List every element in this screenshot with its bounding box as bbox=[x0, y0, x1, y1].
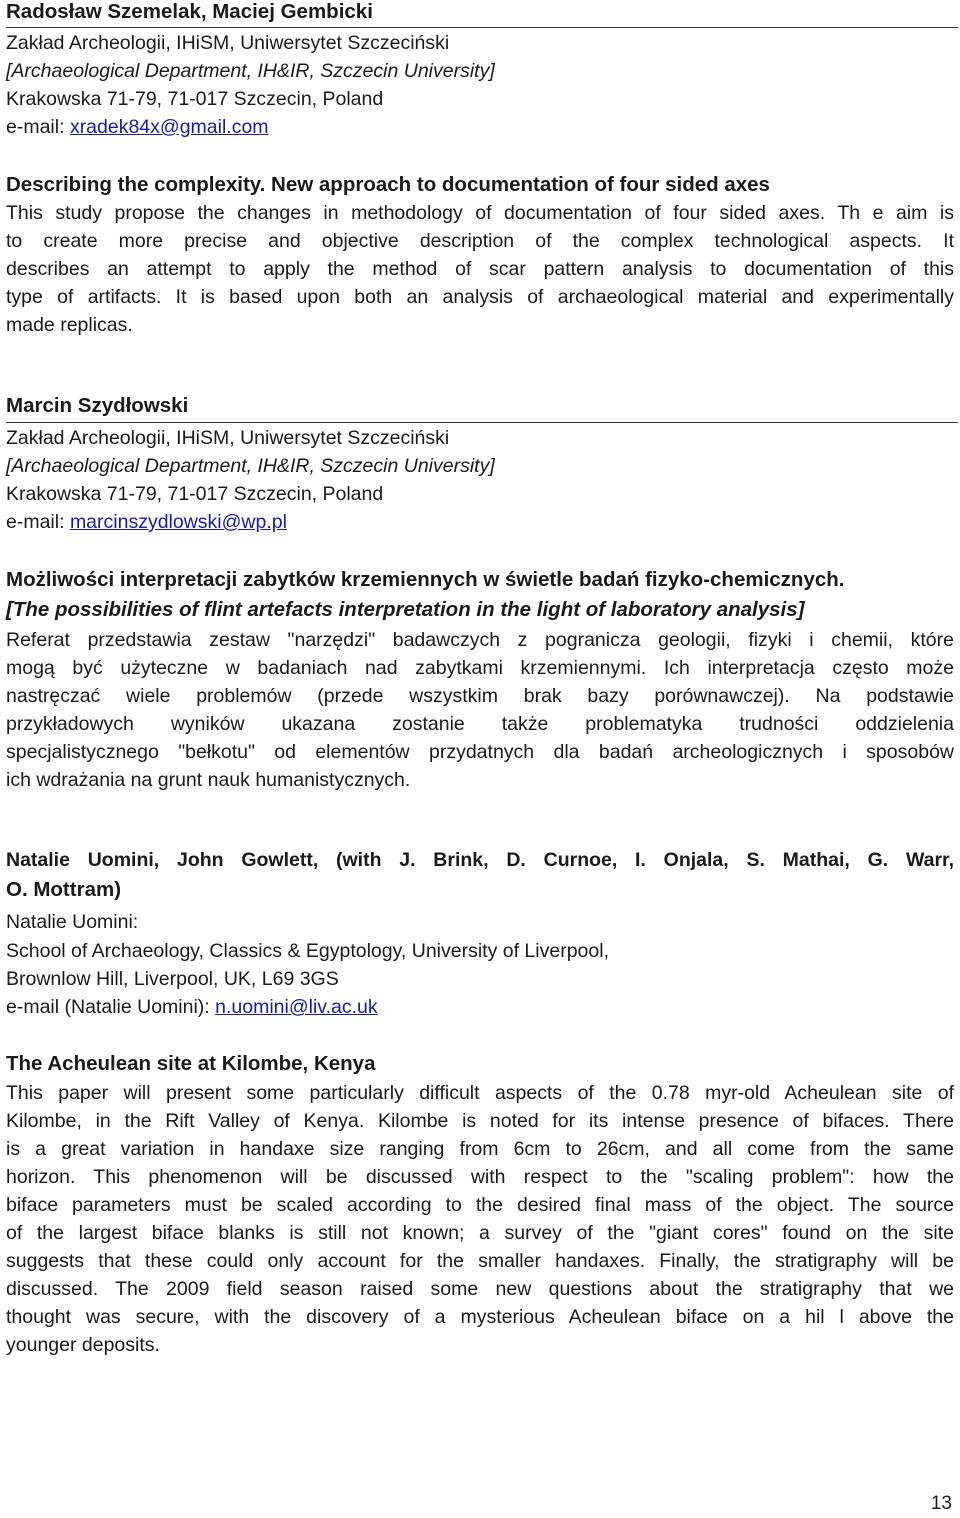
entry3-abstract-line: younger deposits. bbox=[6, 1334, 160, 1356]
entry3-email-line bbox=[6, 993, 378, 1021]
entry1-abstract-line: to create more precise and objective description of the complex technological aspects. It bbox=[6, 230, 954, 252]
entry1-affiliation: Zakład Archeologii, IHiSM, Uniwersytet Szczeciński bbox=[6, 32, 450, 54]
entry3-title: The Acheulean site at Kilombe, Kenya bbox=[6, 1052, 376, 1075]
entry2-address: Krakowska 71-79, 71-017 Szczecin, Poland bbox=[6, 483, 384, 505]
entry2-title: Możliwości interpretacji zabytków krzemiennych w świetle badań fizyko-chemicznych. bbox=[6, 568, 845, 591]
page-number: 13 bbox=[930, 1493, 952, 1514]
entry1-authors: Radosław Szemelak, Maciej Gembicki bbox=[6, 0, 373, 23]
entry3-abstract-line: discussed. The 2009 field season raised some new questions about the stratigraphy that we bbox=[6, 1278, 954, 1300]
entry2-divider bbox=[6, 422, 958, 423]
entry3-abstract-line: This paper will present some particularly difficult aspects of the 0.78 myr-old Acheulean site of bbox=[6, 1082, 954, 1104]
entry1-divider bbox=[6, 27, 958, 28]
entry3-address: Brownlow Hill, Liverpool, UK, L69 3GS bbox=[6, 968, 339, 990]
entry2-affiliation: Zakład Archeologii, IHiSM, Uniwersytet Szczeciński bbox=[6, 427, 450, 449]
entry3-abstract-line: is a great variation in handaxe size ranging from 6cm to 26cm, and all come from the same bbox=[6, 1138, 954, 1160]
entry3-email-link[interactable]: n.uomini@liv.ac.uk bbox=[215, 996, 378, 1018]
entry1-abstract-line: type of artifacts. It is based upon both an analysis of archaeological material and experimentally bbox=[6, 286, 954, 308]
entry1-address: Krakowska 71-79, 71-017 Szczecin, Poland bbox=[6, 88, 384, 110]
entry2-title-en: [The possibilities of flint artefacts interpretation in the light of laboratory analysis] bbox=[6, 598, 805, 621]
entry1-email-link[interactable]: xradek84x@gmail.com bbox=[69, 116, 269, 138]
entry1-affiliation-en: [Archaeological Department, IH&IR, Szczecin University] bbox=[6, 60, 495, 82]
entry3-email-label: e-mail (Natalie Uomini): bbox=[6, 996, 216, 1018]
entry2-authors: Marcin Szydłowski bbox=[6, 394, 189, 417]
entry2-abstract-line: specjalistycznego "bełkotu" od elementów przydatnych dla badań archeologicznych i sposobów bbox=[6, 741, 954, 763]
entry3-authors-line: Natalie Uomini, John Gowlett, (with J. Brink, D. Curnoe, I. Onjala, S. Mathai, G. Warr, bbox=[6, 849, 954, 871]
entry3-abstract-line: horizon. This phenomenon will be discussed with respect to the "scaling problem": how the bbox=[6, 1166, 954, 1188]
entry1-abstract-line: describes an attempt to apply the method of scar pattern analysis to documentation of this bbox=[6, 258, 954, 280]
entry3-abstract-line: of the largest biface blanks is still not known; a survey of the "giant cores" found on the site bbox=[6, 1222, 954, 1244]
entry2-abstract-line: nastręczać wiele problemów (przede wszystkim brak bazy porównawczej). Na podstawie bbox=[6, 685, 954, 707]
entry3-contact-name: Natalie Uomini: bbox=[6, 911, 139, 933]
entry2-email-line bbox=[6, 508, 287, 536]
entry2-abstract-line: mogą być użyteczne w badaniach nad zabytkami krzemiennymi. Ich interpretacja często może bbox=[6, 657, 954, 679]
entry1-email-line bbox=[6, 113, 269, 141]
entry3-affiliation: School of Archaeology, Classics & Egyptology, University of Liverpool, bbox=[6, 940, 609, 962]
entry2-email-link[interactable]: marcinszydlowski@wp.pl bbox=[69, 511, 287, 533]
entry2-abstract-line: Referat przedstawia zestaw "narzędzi" badawczych z pogranicza geologii, fizyki i chemii, które bbox=[6, 629, 954, 651]
entry2-affiliation-en: [Archaeological Department, IH&IR, Szczecin University] bbox=[6, 455, 495, 477]
entry3-abstract-line: Kilombe, in the Rift Valley of Kenya. Kilombe is noted for its intense presence of bifaces. There bbox=[6, 1110, 954, 1132]
entry3-abstract-line: suggests that these could only account for the smaller handaxes. Finally, the stratigraphy will be bbox=[6, 1250, 954, 1272]
entry1-abstract-line: This study propose the changes in methodology of documentation of four sided axes. Th e aim is bbox=[6, 202, 954, 224]
entry1-email-label: e-mail: bbox=[6, 116, 70, 138]
entry2-abstract-line: ich wdrażania na grunt nauk humanistycznych. bbox=[6, 769, 411, 791]
entry2-email-label: e-mail: bbox=[6, 511, 70, 533]
entry3-authors-line: O. Mottram) bbox=[6, 878, 122, 901]
entry3-abstract-line: biface parameters must be scaled according to the desired final mass of the object. The source bbox=[6, 1194, 954, 1216]
entry3-abstract-line: thought was secure, with the discovery of a mysterious Acheulean biface on a hil l above the bbox=[6, 1306, 954, 1328]
entry1-title: Describing the complexity. New approach to documentation of four sided axes bbox=[6, 173, 770, 196]
entry2-abstract-line: przykładowych wyników ukazana zostanie także problematyka trudności oddzielenia bbox=[6, 713, 954, 735]
entry1-abstract-line: made replicas. bbox=[6, 314, 133, 336]
